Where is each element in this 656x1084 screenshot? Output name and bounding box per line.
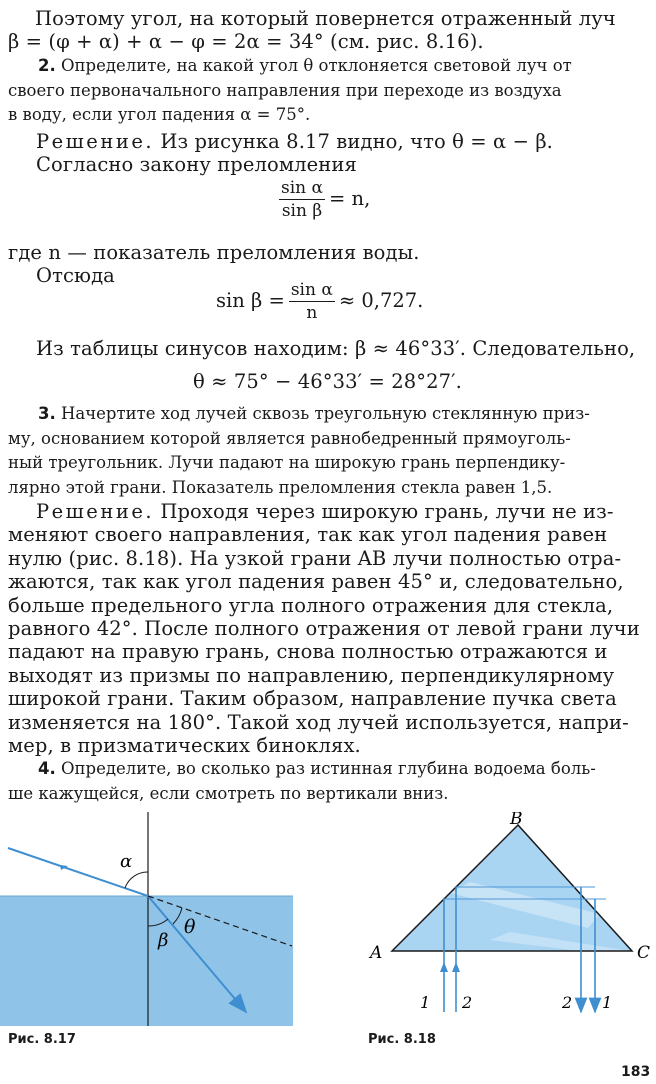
problem-4-line: ше кажущейся, если смотреть по вертикали вниз. — [8, 783, 449, 803]
problem-3-line: ный треугольник. Лучи падают на широкую грань перпендику- — [8, 453, 566, 472]
solution-3-line: изменяется на 180°. Такой ход лучей используется, напри- — [8, 710, 629, 734]
label-theta: θ — [184, 916, 196, 938]
solution-3-line: широкой грани. Таким образом, направление пучка света — [8, 687, 617, 711]
label-ray-2: 2 — [462, 993, 473, 1012]
formula-numerator: sin α — [290, 280, 333, 300]
formula-refraction-law — [275, 178, 370, 221]
page-number: 183 — [621, 1064, 651, 1080]
solution-3-line: меняют своего направления, так как угол падения равен — [8, 523, 608, 547]
solution-2-line-2: Согласно закону преломления — [36, 153, 357, 176]
solution-2-line-3: где n — показатель преломления воды. — [8, 241, 420, 264]
problem-3-number: 3. — [38, 404, 56, 423]
solution-2-line-1: Решение. Из рисунка 8.17 видно, что θ = α − β. — [36, 130, 553, 153]
problem-2 — [8, 54, 572, 128]
solution-3-line: равного 42°. После полного отражения от левой грани лучи — [8, 617, 640, 641]
solution-3-line: нулю (рис. 8.18). На узкой грани AB лучи полностью отра- — [8, 546, 622, 570]
formula-rhs: = n, — [329, 187, 371, 210]
ray-1-in-arrow — [440, 962, 448, 972]
problem-2-line: своего первоначального направления при переходе из воздуха — [8, 80, 562, 100]
angle-alpha-arc — [125, 872, 148, 888]
label-vertex-c: C — [637, 943, 651, 963]
label-alpha: α — [120, 851, 133, 872]
problem-2-line: в воду, если угол падения α = 75°. — [8, 105, 311, 124]
caption-figure-8-18: Рис. 8.18 — [368, 1032, 436, 1047]
formula-numerator: sin α — [281, 178, 323, 198]
label-ray-2-out: 2 — [562, 993, 573, 1012]
figure-8-18-prism — [340, 812, 656, 1027]
solution-3-line: больше предельного угла полного отражения для стекла, — [8, 593, 614, 617]
intro-line-1: Поэтому угол, на который повернется отраженный луч — [35, 7, 616, 30]
problem-2-line: Определите, на какой угол θ отклоняется световой луч от — [61, 56, 572, 75]
caption-figure-8-17: Рис. 8.17 — [8, 1032, 76, 1047]
solution-3-line: мер, в призматических биноклях. — [8, 734, 361, 758]
formula-sin-beta — [216, 280, 423, 323]
label-ray-1: 1 — [420, 993, 431, 1012]
label-vertex-b: B — [510, 812, 523, 829]
formula-theta: θ ≈ 75° − 46°33′ = 28°27′. — [193, 370, 462, 393]
problem-2-number: 2. — [38, 56, 56, 75]
problem-3-line: лярно этой грани. Показатель преломления стекла равен 1,5. — [8, 477, 553, 497]
solution-2-line-5: Из таблицы синусов находим: β ≈ 46°33′. Следовательно, — [36, 337, 636, 360]
ray-2-in-arrow — [452, 962, 460, 972]
solution-3-line: выходят из призмы по направлению, перпендикулярному — [8, 663, 615, 687]
problem-3-line: му, основанием которой является равнобедренный прямоуголь- — [8, 428, 571, 448]
label-beta: β — [158, 930, 169, 951]
water-region — [0, 896, 293, 1026]
solution-3-line: жаются, так как угол падения равен 45° и, следовательно, — [8, 570, 624, 594]
formula-rhs: ≈ 0,727. — [338, 289, 424, 312]
solution-label: Решение. — [36, 500, 155, 523]
label-ray-1-out: 1 — [602, 993, 613, 1012]
problem-4 — [8, 757, 596, 806]
figure-8-17-refraction — [0, 812, 300, 1027]
solution-3: Решение. Проходя через широкую грань, лучи не из- меняют своего направления, так как угол падения равен нулю (рис. 8.18). На узкой грани AB лучи полностью отра- жаются, так как угол падения равен 45° и, следовательно, больше предельного угла полного отражения для стекла, равного 42°. После полного отражения от левой грани лучи падают на правую грань, снова полностью отражаются и выходят из призмы по направлению, перпендикулярному широкой грани. Таким образом, направление пучка света изменяется на 180°. Такой ход лучей используется, напри- мер, в призматических биноклях. — [8, 500, 640, 758]
formula-denominator: sin β — [281, 201, 323, 221]
solution-2-line-4: Отсюда — [36, 264, 115, 287]
problem-4-line: Определите, во сколько раз истинная глубина водоема боль- — [61, 759, 596, 778]
formula-denominator: n — [306, 303, 318, 323]
problem-3 — [8, 402, 590, 500]
label-vertex-a: A — [370, 943, 383, 963]
solution-label: Решение. — [36, 130, 155, 153]
solution-3-line: падают на правую грань, снова полностью отражаются и — [8, 640, 608, 664]
problem-4-number: 4. — [38, 759, 56, 778]
formula-lhs: sin β = — [216, 289, 285, 312]
prism-glass — [392, 825, 632, 951]
problem-3-line: Начертите ход лучей сквозь треугольную стеклянную приз- — [61, 404, 590, 423]
intro-line-2: β = (φ + α) + α − φ = 2α = 34° (см. рис. 8.16). — [8, 30, 484, 53]
